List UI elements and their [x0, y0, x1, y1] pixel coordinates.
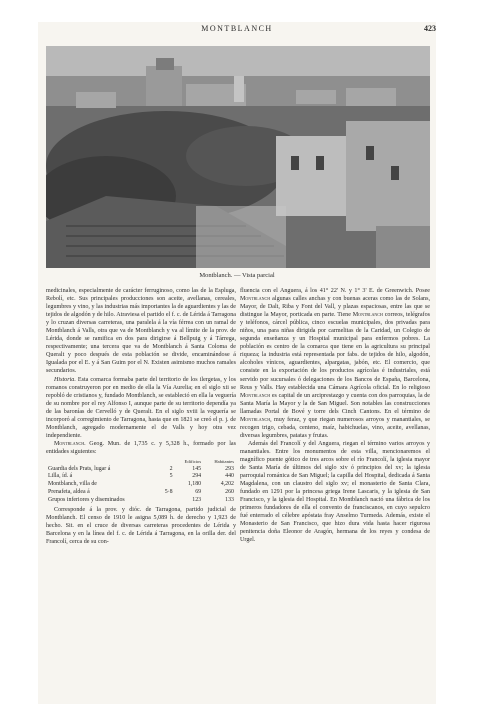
paragraph-text: , muy feraz, y que riegan numerosos arroyos y manantiales, se recogen trigo, cebada, centeno, maíz, habichuelas, vino, aceite, avellanas, diversas legumbres, patatas y frutas.	[240, 416, 430, 439]
entity-name: Lilla, íd. á	[48, 473, 73, 480]
place-name: Montblanch	[240, 416, 271, 423]
section-lead: Historia.	[54, 376, 76, 383]
entity-buildings: 145	[192, 465, 202, 472]
paragraph-text: algunas calles anchas y con buenas aceras como las de Solans, Mayor, de Dalt, Riba y Font del Vall, y plazas espaciosas, entre las que se distingue la Mayor, porticada en parte. Tiene	[240, 296, 430, 319]
paragraph	[46, 376, 236, 440]
entity-inhabitants: 293	[225, 465, 234, 472]
paragraph-text: fluencia con el Anguera, á los 41° 22' N. y 1° 3' E. de Greenwich. Posee	[240, 288, 430, 294]
paragraph-text: correos, telégrafos y teléfonos, cárcel pública, cinco escuelas municipales, dos privadas para niños, una para niñas dirigida por carmelitas de la Caridad, un Colegio de segunda enseñanza y un Hospital municipal para enfermos pobres. La población es centro de la comarca que tiene en la agricultura su principal riqueza; la industria está representada por fabs. de tejidos de hilo, algodón, alcoholes vínicos, aguardientes, alpargatas, jabón, etc. El comercio, que consiste en la exportación de los productos agrícolas é industriales, está servido por sucursales ó delegaciones de los Bancos de España, Barcelona, Reus y Valls. Hay establecida una Cámara Agrícola oficial. En lo religioso	[240, 312, 430, 391]
running-title: MONTBLANCH	[201, 24, 273, 33]
entity-distance: 5	[169, 473, 173, 480]
document-page	[38, 22, 436, 704]
entity-name: Montblanch, villa de	[48, 481, 97, 488]
place-name: Montblanch	[352, 312, 383, 319]
figure-caption: Montblanch. — Vista parcial	[199, 272, 275, 279]
paragraph-text: es capital de un arciprestazgo y cuenta con dos parroquias, la de Santa María la Mayor y la de San Miguel. Son notables las construcciones llamadas Portal de Bové y torre dels Cinch Cantons. En el término de	[240, 392, 430, 415]
town-photograph	[46, 46, 430, 268]
entity-distance	[158, 481, 174, 489]
table-row	[46, 473, 236, 481]
section-lead: Montblanch.	[54, 440, 86, 447]
entity-distance	[158, 497, 174, 505]
entity-distance: 2	[169, 465, 173, 472]
entity-distance: 5·8	[164, 488, 173, 495]
entity-inhabitants: 440	[225, 473, 234, 480]
paragraph-text: Geog. Mun. de 1,735 c. y 5,328 h., formado por las entidades siguientes:	[46, 440, 236, 455]
text-column-right	[240, 287, 430, 701]
table-row	[46, 489, 236, 497]
place-name: Montblanch	[240, 392, 271, 399]
column-header: Habitantes	[214, 458, 234, 464]
entity-inhabitants: 4,202	[220, 481, 234, 488]
entity-buildings: 69	[195, 488, 202, 495]
entity-name: Grupos inferiores y diseminados	[48, 496, 125, 503]
entity-buildings: 294	[192, 473, 202, 480]
table-row	[46, 466, 236, 474]
paragraph: Corresponde á la prov. y dióc. de Tarragona, partido judicial de Montblanch. El censo de 1910 le asigna 5,089 h. de derecho y 1,923 de hecho. Sit. en el cruce de diversas carreteras procedentes de Lérida y Barcelona y en la línea del f. c. de Lérida á Tarragona, en la orilla der. del Francolí, cerca de su con-	[46, 507, 236, 546]
paragraph: Además del Francolí y del Anguera, riegan el término varios arroyos y manantiales. Entre los monumentos de esta villa, mencionaremos el magnífico puente gótico de tres arcos sobre el río Francolí, la iglesia mayor de Santa María de últimos del siglo xiv ó principios del xv; la iglesia parroquial románica de San Miguel; la capilla del Hospital, dedicada á Santa Magdalena, con un claustro del siglo xv; el monasterio de Santa Clara, fundado en 1291 por la princesa griega Irene Lascaris, y la iglesia de San Francisco, y la iglesia del Hospital. En Montblanch nació una fábrica de los primeros fundadores de ella el convento de franciscanos, en cuyo sepulcro fué enterrado el célebre apóstata fray Anselmo Turmeda. Además, existe el Monasterio de San Francisco, que hizo dura vida hasta hacer rigurosa penitencia doña Eleonor de Aragón, hermana de los reyes y condesa de Urgel.	[240, 440, 430, 544]
entity-inhabitants: 260	[225, 488, 234, 495]
entities-table	[46, 458, 236, 504]
table-header-row	[46, 458, 236, 466]
entity-inhabitants: 133	[225, 496, 234, 503]
text-column-left	[46, 287, 236, 701]
place-name: Montblanch	[240, 296, 271, 303]
page-number: 423	[424, 24, 436, 33]
column-header: Edificios	[184, 458, 202, 464]
paragraph: medicinales, especialmente de carácter ferruginoso, como las de la Espluga, Rebolí, etc. Sus principales producciones son aceite, avellanas, cereales, legumbres y vino, y las industrias más importantes la de aguardientes y las de tejidos de algodón y de hilo. Atraviesa el partido el f. c. de Lérida á Tarragona y lo cruzan diversas carreteras, una paralela á la vía férrea con un ramal de Montblanch á Valls, otra que va de Montblanch y va al límite de la prov. de Lérida, donde se ramifica en dos para dirigirse á Bellpuig y á Tárrega, respectivamente; una tercera que va de Montblanch á Santa Coloma de Queralt y poco después de esta población se divide, encaminándose á Igualada por el E. y á San Guim por el N. Existen asimismo muchos ramales secundarios.	[46, 288, 236, 375]
entity-buildings: 123	[192, 496, 202, 503]
paragraph	[46, 440, 236, 456]
entity-buildings: 1,180	[187, 481, 202, 488]
paragraph-text: Esta comarca formaba parte del territorio de los ilergetas, y los romanos construyeron por en medio de ella la Vía Aurelia; en el siglo xii se repobló de cristianos y, fundado Montblanch, se estableció en ella la veguería de su nombre por el rey Alfonso I, aunque parte de su territorio dependía ya de las baronías de Cervelló y de Queralt. En el siglo xviii la veguería se incorporó al corregimiento de Tarragona, hasta que en 1821 se creó el p. j. de Montblanch, agregado modernamente el de Valls y hoy otra vez independiente.	[46, 376, 236, 439]
table-row	[46, 481, 236, 489]
table-row	[46, 497, 236, 505]
entity-name: Prenafeta, aldea á	[48, 488, 90, 495]
paragraph	[240, 287, 430, 440]
entity-name: Guardia dels Prats, lugar á	[48, 465, 111, 472]
